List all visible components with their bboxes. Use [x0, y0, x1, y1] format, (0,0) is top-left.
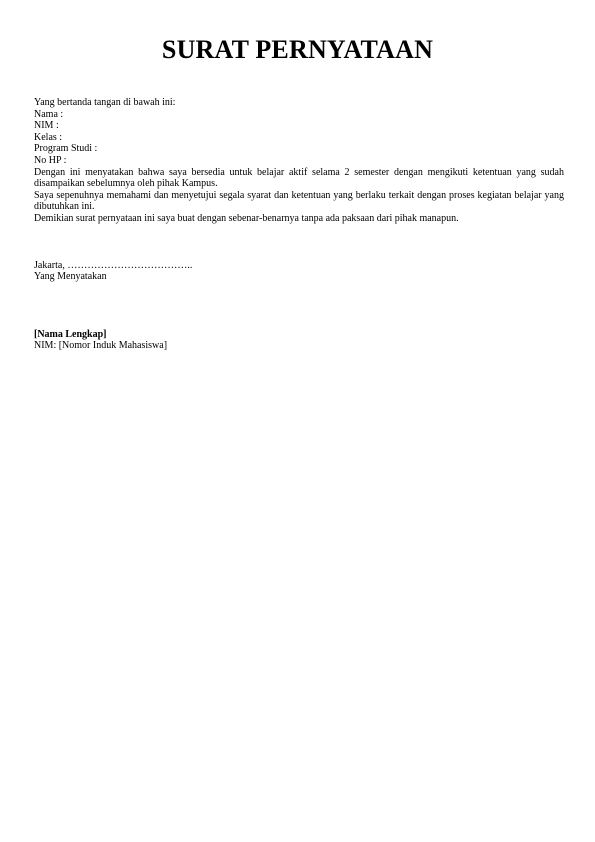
- signatory-nim: NIM: [Nomor Induk Mahasiswa]: [34, 340, 168, 352]
- signature-space: [34, 283, 564, 329]
- name-field: Nama :: [34, 108, 64, 120]
- intro-text: Yang bertanda tangan di bawah ini:: [34, 97, 176, 108]
- document-title: SURAT PERNYATAAN: [161, 35, 434, 64]
- class-field: Kelas :: [34, 131, 63, 143]
- signatory-name: [Nama Lengkap]: [34, 328, 107, 340]
- place-date-line: Jakarta, ………………………………..: [34, 259, 193, 271]
- section-spacing: [34, 225, 564, 260]
- document-body: [34, 97, 564, 352]
- phone-field: No HP :: [34, 154, 67, 166]
- declarant-label: Yang Menyatakan: [34, 271, 107, 283]
- nim-field: NIM :: [34, 120, 59, 132]
- closing-paragraph: Demikian surat pernyataan ini saya buat dengan sebenar-benarnya tanpa ada paksaan dari pihak manapun.: [34, 212, 459, 224]
- study-program-field: Program Studi :: [34, 143, 98, 155]
- statement-paragraph-1: Dengan ini menyatakan bahwa saya bersedia untuk belajar aktif selama 2 semester dengan mengikuti ketentuan yang sudah disampaikan sebelumnya oleh pihak Kampus.: [34, 166, 564, 190]
- statement-paragraph-2: Saya sepenuhnya memahami dan menyetujui segala syarat dan ketentuan yang berlaku terkait dengan proses kegiatan belajar yang dibutuhkan ini.: [34, 189, 564, 213]
